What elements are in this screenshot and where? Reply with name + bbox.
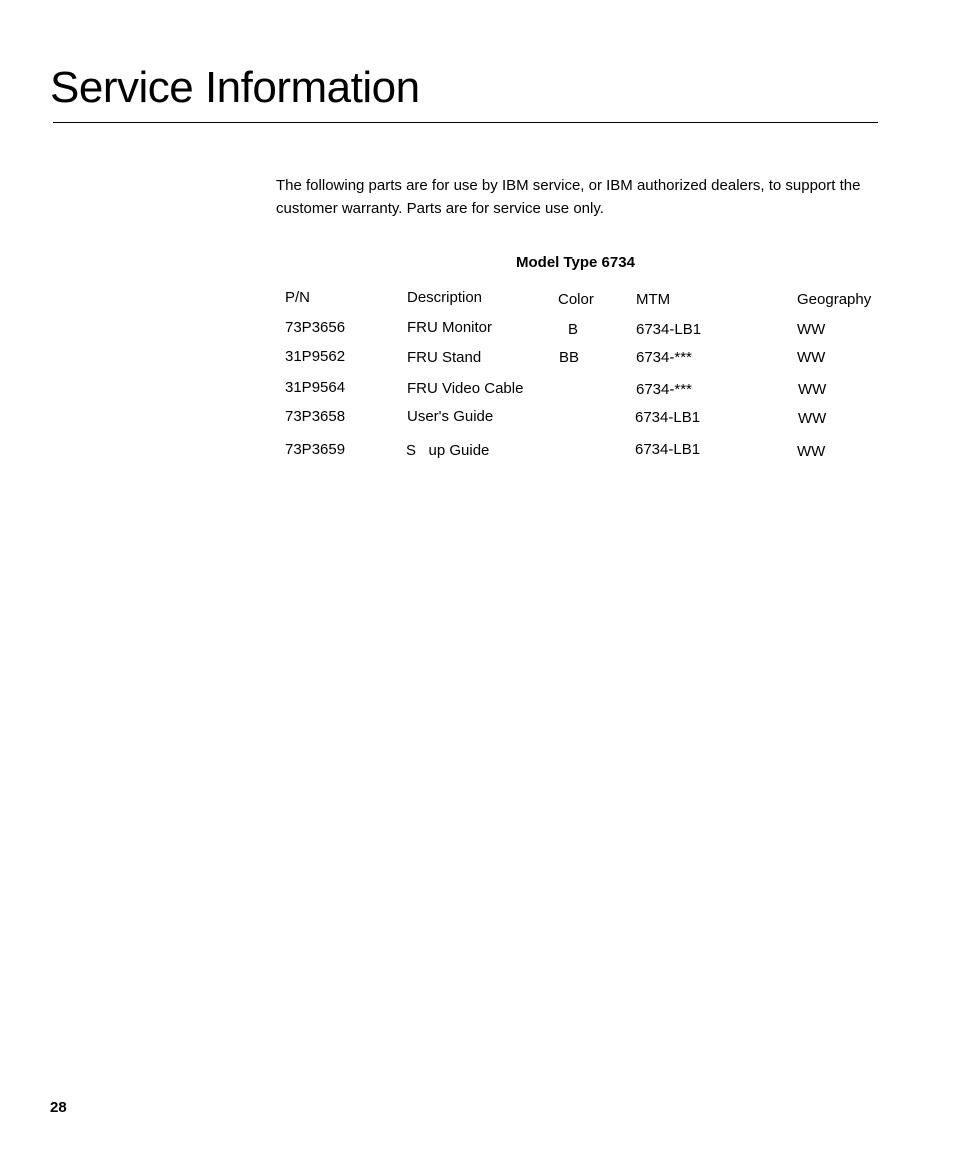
cell-pn: 73P3656: [285, 319, 346, 336]
cell-mtm: 6734-LB1: [636, 321, 702, 338]
cell-description: FRU Video Cable: [407, 380, 524, 397]
cell-pn: 73P3658: [285, 408, 346, 425]
cell-geography: WW: [797, 349, 826, 366]
cell-color: BB: [559, 349, 580, 366]
title-divider: [53, 122, 878, 123]
cell-description: S up Guide: [406, 442, 490, 459]
cell-geography: WW: [798, 410, 827, 427]
header-geography: Geography: [797, 291, 872, 308]
header-pn: P/N: [285, 289, 311, 306]
cell-geography: WW: [797, 443, 826, 460]
intro-paragraph: The following parts are for use by IBM service, or IBM authorized dealers, to support the customer warranty. Parts are for service use only.: [276, 177, 861, 217]
cell-description: User's Guide: [407, 408, 494, 425]
page-title: Service Information: [50, 63, 420, 112]
header-color: Color: [558, 291, 594, 308]
cell-mtm: 6734-***: [636, 349, 692, 366]
cell-geography: WW: [798, 381, 827, 398]
cell-geography: WW: [797, 321, 826, 338]
cell-description: FRU Stand: [407, 349, 482, 366]
cell-pn: 31P9562: [285, 348, 346, 365]
cell-color: B: [568, 321, 579, 338]
cell-mtm: 6734-LB1: [635, 441, 701, 458]
cell-mtm: 6734-LB1: [635, 409, 701, 426]
page-number: 28: [50, 1099, 67, 1116]
table-caption: Model Type 6734: [516, 254, 635, 271]
header-description: Description: [407, 289, 483, 306]
header-mtm: MTM: [636, 291, 671, 308]
cell-description: FRU Monitor: [407, 319, 493, 336]
cell-pn: 73P3659: [285, 441, 346, 458]
cell-mtm: 6734-***: [636, 381, 692, 398]
cell-pn: 31P9564: [285, 379, 346, 396]
